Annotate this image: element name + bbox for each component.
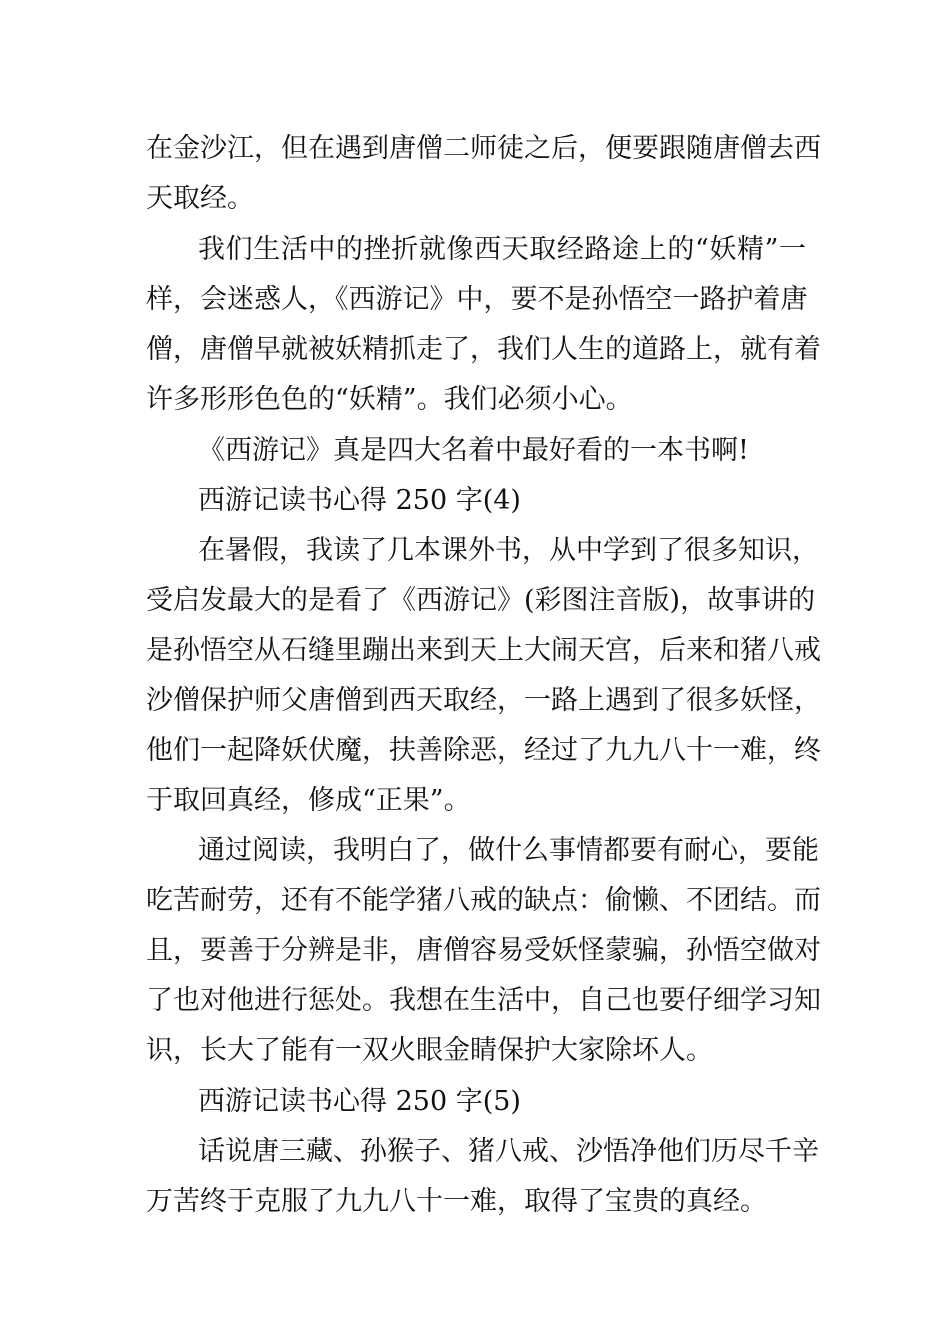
text-line: 僧，唐僧早就被妖精抓走了，我们人生的道路上，就有着 [146,334,821,365]
text-line: 沙僧保护师父唐僧到西天取经，一路上遇到了很多妖怪， [146,685,821,716]
section-heading: 西游记读书心得 250 字(5) [198,1086,521,1117]
text-line: 在暑假，我读了几本课外书，从中学到了很多知识， [198,535,819,566]
text-line: 识，长大了能有一双火眼金睛保护大家除坏人。 [146,1035,713,1066]
text-line: 天取经。 [146,183,254,214]
text-line: 受启发最大的是看了《西游记》(彩图注音版)，故事讲的 [146,585,816,616]
text-line: 且，要善于分辨是非，唐僧容易受妖怪蒙骗，孙悟空做对 [146,935,821,966]
text-line: 样，会迷惑人，《西游记》中，要不是孙悟空一路护着唐 [146,284,808,315]
text-line: 许多形形色色的“妖精”。我们必须小心。 [146,384,633,415]
text-line: 《西游记》真是四大名着中最好看的一本书啊! [198,435,749,466]
text-line: 话说唐三藏、孙猴子、猪八戒、沙悟净他们历尽千辛 [198,1136,819,1167]
text-line: 我们生活中的挫折就像西天取经路途上的“妖精”一 [198,234,806,265]
text-line: 他们一起降妖伏魔，扶善除恶，经过了九九八十一难，终 [146,735,821,766]
text-line: 是孙悟空从石缝里蹦出来到天上大闹天宫，后来和猪八戒 [146,635,821,666]
text-line: 于取回真经，修成“正果”。 [146,785,471,816]
text-line: 通过阅读，我明白了，做什么事情都要有耐心，要能 [198,835,819,866]
text-line: 了也对他进行惩处。我想在生活中，自己也要仔细学习知 [146,985,821,1016]
text-line: 吃苦耐劳，还有不能学猪八戒的缺点：偷懒、不团结。而 [146,885,821,916]
text-line: 万苦终于克服了九九八十一难，取得了宝贵的真经。 [146,1186,767,1217]
text-line: 在金沙江，但在遇到唐僧二师徒之后，便要跟随唐僧去西 [146,133,821,164]
section-heading: 西游记读书心得 250 字(4) [198,485,521,516]
